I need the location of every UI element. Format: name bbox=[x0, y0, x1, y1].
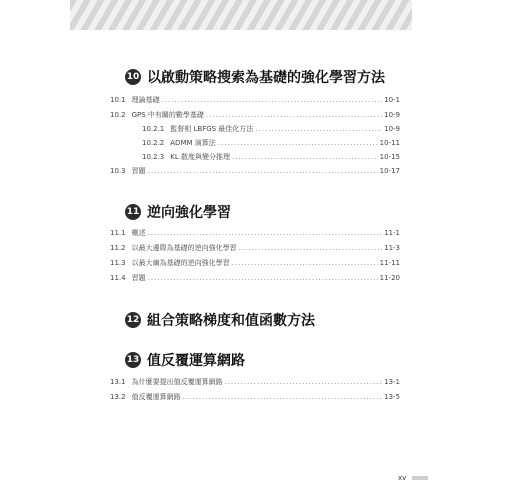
subsection-title: 監督相 LBFGS 最佳化方法 bbox=[170, 125, 254, 133]
footer-decoration bbox=[412, 476, 428, 480]
toc-entry[interactable] bbox=[110, 377, 400, 389]
dot-leader bbox=[232, 259, 378, 267]
page-number: 10-1 bbox=[384, 96, 400, 104]
toc-entry[interactable] bbox=[110, 228, 400, 240]
dot-leader bbox=[206, 111, 382, 119]
page-number-footer: xv bbox=[398, 474, 407, 482]
page-number: 10-11 bbox=[379, 139, 400, 147]
page-number: 10-9 bbox=[384, 125, 400, 133]
toc-entry[interactable] bbox=[110, 110, 400, 122]
chapter-number-badge: 12 bbox=[125, 312, 141, 328]
toc-subentry[interactable] bbox=[142, 124, 400, 136]
dot-leader bbox=[162, 96, 383, 104]
dot-leader bbox=[148, 167, 378, 175]
section-number: 11.3 bbox=[110, 259, 126, 267]
toc-subentry[interactable] bbox=[142, 138, 400, 150]
header-decoration-bar bbox=[70, 0, 412, 30]
chapter-12-heading bbox=[125, 310, 315, 330]
section-number: 13.1 bbox=[110, 378, 126, 386]
section-number: 11.2 bbox=[110, 244, 126, 252]
dot-leader bbox=[232, 153, 378, 161]
section-title: 以最大熵為基礎的逆向強化學習 bbox=[131, 259, 230, 267]
toc-entry[interactable] bbox=[110, 273, 400, 285]
subsection-number: 10.2.3 bbox=[142, 153, 165, 161]
chapter-title: 組合策略梯度和值函數方法 bbox=[147, 313, 315, 329]
section-title: 概述 bbox=[131, 229, 146, 237]
chapter-title: 值反覆運算網路 bbox=[147, 353, 245, 369]
section-number: 11.4 bbox=[110, 274, 126, 282]
dot-leader bbox=[225, 378, 383, 386]
chapter-title: 逆向強化學習 bbox=[147, 205, 231, 221]
page-number: 10-15 bbox=[379, 153, 400, 161]
toc-entry[interactable] bbox=[110, 258, 400, 270]
section-title: 值反覆運算網路 bbox=[131, 393, 181, 401]
section-title: 理論基礎 bbox=[131, 96, 160, 104]
section-number: 10.2 bbox=[110, 111, 126, 119]
dot-leader bbox=[255, 125, 382, 133]
section-title: 習題 bbox=[131, 167, 146, 175]
toc-entry[interactable] bbox=[110, 166, 400, 178]
chapter-11-heading bbox=[125, 202, 231, 222]
dot-leader bbox=[148, 229, 383, 237]
subsection-number: 10.2.1 bbox=[142, 125, 165, 133]
subsection-title: KL 散度與變分推理 bbox=[170, 153, 230, 161]
section-number: 10.3 bbox=[110, 167, 126, 175]
chapter-title: 以啟動策略搜索為基礎的強化學習方法 bbox=[147, 70, 385, 86]
page-number: 13-1 bbox=[384, 378, 400, 386]
chapter-number-badge: 13 bbox=[125, 352, 141, 368]
page-number: 13-5 bbox=[384, 393, 400, 401]
page-number: 11-3 bbox=[384, 244, 400, 252]
section-title: GPS 中有關的數學基礎 bbox=[131, 111, 204, 119]
dot-leader bbox=[239, 244, 383, 252]
subsection-number: 10.2.2 bbox=[142, 139, 165, 147]
page-number: 10-17 bbox=[379, 167, 400, 175]
section-title: 習題 bbox=[131, 274, 146, 282]
toc-entry[interactable] bbox=[110, 243, 400, 255]
page-number: 11-11 bbox=[379, 259, 400, 267]
page-number: 11-1 bbox=[384, 229, 400, 237]
section-title: 以最大邊際為基礎的逆向強化學習 bbox=[131, 244, 237, 252]
dot-leader bbox=[218, 139, 378, 147]
dot-leader bbox=[183, 393, 383, 401]
section-number: 13.2 bbox=[110, 393, 126, 401]
chapter-10-heading bbox=[125, 67, 385, 87]
section-number: 11.1 bbox=[110, 229, 126, 237]
page-number: 10-9 bbox=[384, 111, 400, 119]
page-number: 11-20 bbox=[379, 274, 400, 282]
toc-subentry[interactable] bbox=[142, 152, 400, 164]
chapter-13-heading bbox=[125, 350, 245, 370]
chapter-number-badge: 10 bbox=[125, 69, 141, 85]
dot-leader bbox=[148, 274, 378, 282]
toc-entry[interactable] bbox=[110, 392, 400, 404]
section-number: 10.1 bbox=[110, 96, 126, 104]
chapter-number-badge: 11 bbox=[125, 204, 141, 220]
subsection-title: ADMM 演算法 bbox=[170, 139, 216, 147]
toc-entry[interactable] bbox=[110, 95, 400, 107]
section-title: 為什麼要提出值反覆運算網路 bbox=[131, 378, 223, 386]
